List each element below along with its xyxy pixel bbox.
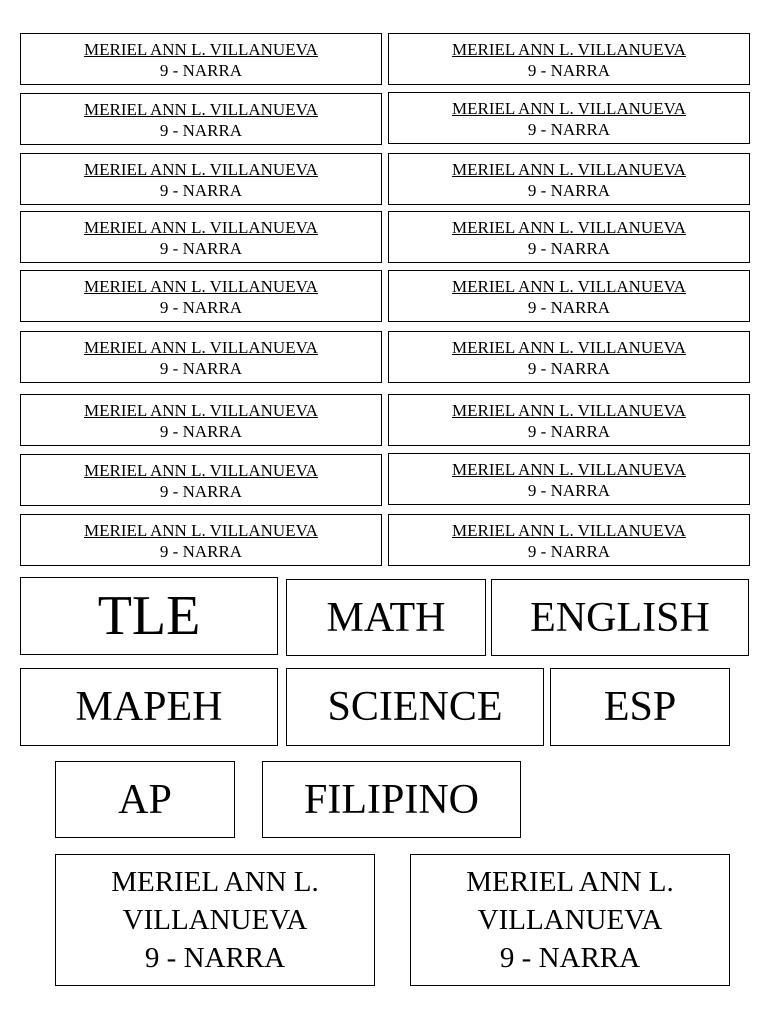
subject-label-mapeh — [20, 668, 278, 746]
name-label — [20, 394, 382, 446]
student-name: MERIEL ANN L. VILLANUEVA — [84, 277, 318, 296]
subject-text: FILIPINO — [304, 776, 479, 823]
large-name-label — [410, 854, 730, 986]
student-name: MERIEL ANN L. VILLANUEVA — [84, 338, 318, 357]
name-label — [388, 394, 750, 446]
name-line-1: MERIEL ANN L. — [111, 866, 319, 898]
subject-label-tle — [20, 577, 278, 655]
subject-label-math — [286, 579, 486, 656]
student-section: 9 - NARRA — [159, 121, 243, 140]
name-label — [388, 92, 750, 144]
name-label — [20, 270, 382, 322]
student-section: 9 - NARRA — [527, 298, 611, 317]
name-line-1: MERIEL ANN L. — [466, 866, 674, 898]
subject-text: ESP — [603, 684, 677, 730]
student-section: 9 - NARRA — [527, 422, 611, 441]
student-section: 9 - NARRA — [527, 61, 611, 80]
subject-text: SCIENCE — [327, 684, 503, 730]
student-section: 9 - NARRA — [159, 181, 243, 200]
student-name: MERIEL ANN L. VILLANUEVA — [452, 218, 686, 237]
student-name: MERIEL ANN L. VILLANUEVA — [84, 218, 318, 237]
student-section: 9 - NARRA — [527, 481, 611, 500]
subject-text: TLE — [97, 585, 201, 647]
subject-text: MAPEH — [75, 684, 223, 730]
student-section: 9 - NARRA — [159, 542, 243, 561]
student-section: 9 - NARRA — [527, 542, 611, 561]
name-label — [20, 93, 382, 145]
name-label — [20, 331, 382, 383]
student-section: 9 - NARRA — [159, 359, 243, 378]
name-label — [388, 211, 750, 263]
student-name: MERIEL ANN L. VILLANUEVA — [452, 401, 686, 420]
student-section: 9 - NARRA — [527, 181, 611, 200]
student-name: MERIEL ANN L. VILLANUEVA — [452, 521, 686, 540]
section-line: 9 - NARRA — [499, 942, 641, 974]
large-name-label — [55, 854, 375, 986]
student-section: 9 - NARRA — [159, 239, 243, 258]
name-label — [388, 331, 750, 383]
student-name: MERIEL ANN L. VILLANUEVA — [84, 461, 318, 480]
subject-label-science — [286, 668, 544, 746]
name-label — [20, 33, 382, 85]
student-name: MERIEL ANN L. VILLANUEVA — [452, 277, 686, 296]
name-label — [20, 211, 382, 263]
subject-text: MATH — [326, 594, 446, 641]
name-line-2: VILLANUEVA — [477, 904, 663, 936]
student-name: MERIEL ANN L. VILLANUEVA — [452, 99, 686, 118]
student-section: 9 - NARRA — [159, 422, 243, 441]
name-label — [388, 270, 750, 322]
student-section: 9 - NARRA — [159, 298, 243, 317]
section-line: 9 - NARRA — [144, 942, 286, 974]
student-section: 9 - NARRA — [159, 61, 243, 80]
student-section: 9 - NARRA — [527, 239, 611, 258]
student-name: MERIEL ANN L. VILLANUEVA — [452, 160, 686, 179]
name-line-2: VILLANUEVA — [122, 904, 308, 936]
subject-text: AP — [118, 776, 172, 823]
name-label — [388, 514, 750, 566]
student-name: MERIEL ANN L. VILLANUEVA — [452, 460, 686, 479]
name-label — [20, 153, 382, 205]
name-label — [20, 514, 382, 566]
student-section: 9 - NARRA — [527, 359, 611, 378]
student-name: MERIEL ANN L. VILLANUEVA — [84, 100, 318, 119]
name-label — [20, 454, 382, 506]
student-name: MERIEL ANN L. VILLANUEVA — [452, 338, 686, 357]
student-section: 9 - NARRA — [527, 120, 611, 139]
subject-text: ENGLISH — [530, 594, 710, 641]
name-label — [388, 33, 750, 85]
student-name: MERIEL ANN L. VILLANUEVA — [452, 40, 686, 59]
student-name: MERIEL ANN L. VILLANUEVA — [84, 40, 318, 59]
subject-label-english — [491, 579, 749, 656]
student-name: MERIEL ANN L. VILLANUEVA — [84, 521, 318, 540]
student-name: MERIEL ANN L. VILLANUEVA — [84, 401, 318, 420]
subject-label-esp — [550, 668, 730, 746]
name-label — [388, 453, 750, 505]
subject-label-ap — [55, 761, 235, 838]
student-name: MERIEL ANN L. VILLANUEVA — [84, 160, 318, 179]
name-label — [388, 153, 750, 205]
subject-label-filipino — [262, 761, 521, 838]
student-section: 9 - NARRA — [159, 482, 243, 501]
